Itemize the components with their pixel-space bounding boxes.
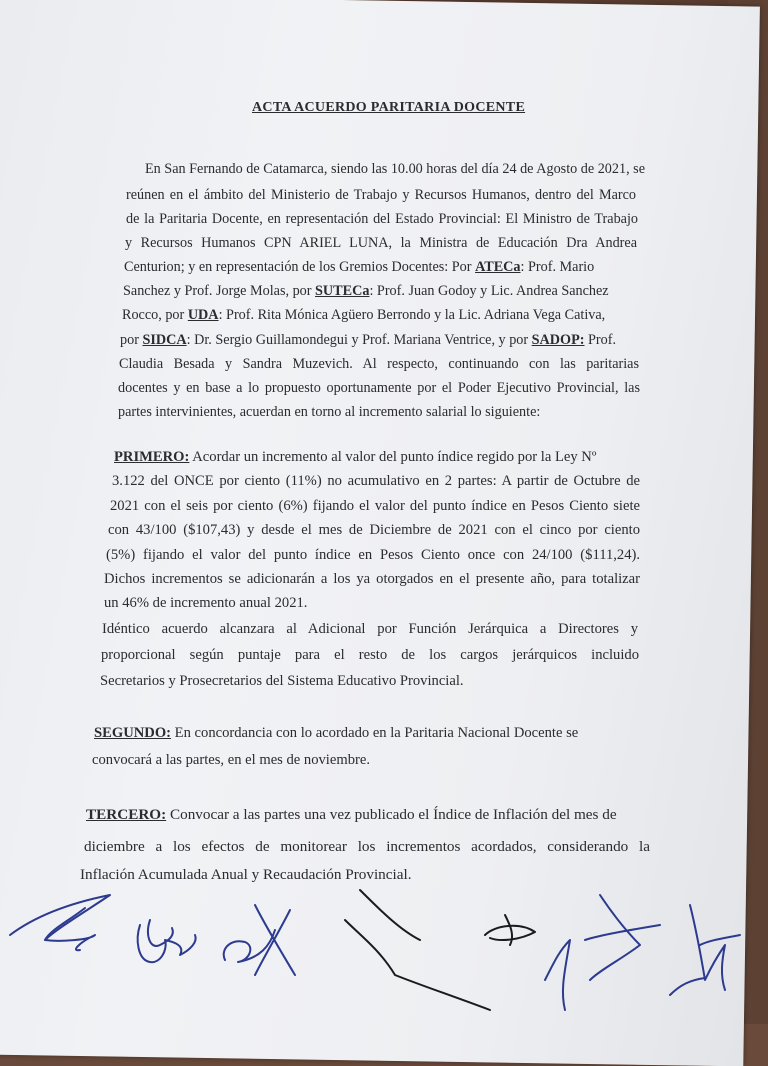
primero-line: Secretarios y Prosecretarios del Sistema Educativo Provincial. (100, 673, 464, 689)
document-title: ACTA ACUERDO PARITARIA DOCENTE (252, 100, 526, 115)
primero-line: Dichos incrementos se adicionarán a los ya otorgados en el presente año, para totalizar (104, 571, 640, 587)
signature-4 (345, 890, 490, 1010)
primero-line (114, 448, 596, 466)
clause-text: Acordar un incremento al valor del punto índice regido por la Ley Nº (189, 449, 597, 465)
intro-text: Sanchez y Prof. Jorge Molas, por (123, 283, 316, 299)
primero-line: 2021 con el seis por ciento (6%) fijando el valor del punto índice en Pesos Ciento siete (110, 498, 640, 514)
intro-line: partes intervinientes, acuerdan en torno al incremento salarial lo siguiente: (118, 404, 541, 420)
intro-text: Centurion; y en representación de los Gremios Docentes: Por (124, 259, 476, 275)
primero-line: proporcional según puntaje para el resto de los cargos jerárquicos incluido (101, 647, 639, 663)
clause-label-segundo: SEGUNDO: (94, 725, 172, 741)
intro-text: : Prof. Juan Godoy y Lic. Andrea Sanchez (369, 283, 609, 299)
signature-2 (138, 920, 196, 962)
signature-3 (224, 905, 295, 975)
segundo-line: convocará a las partes, en el mes de noviembre. (92, 752, 370, 768)
intro-line (123, 282, 609, 300)
primero-line: Idéntico acuerdo alcanzara al Adicional por Función Jerárquica a Directores y (102, 621, 638, 637)
intro-line: y Recursos Humanos CPN ARIEL LUNA, la Ministra de Educación Dra Andrea (125, 235, 637, 251)
signature-7 (670, 905, 740, 995)
intro-line (120, 331, 616, 349)
clause-label-primero: PRIMERO: (114, 449, 190, 465)
union-sadop: SADOP: (531, 332, 585, 348)
intro-text: : Dr. Sergio Guillamondegui y Prof. Mariana Ventrice, y por (186, 332, 532, 348)
intro-text: Prof. (584, 332, 617, 348)
clause-text: En concordancia con lo acordado en la Paritaria Nacional Docente se (171, 725, 579, 741)
intro-line (122, 306, 605, 324)
primero-line: (5%) fijando el valor del punto índice en Pesos Ciento once con 24/100 ($111,24). (106, 547, 640, 563)
primero-line: un 46% de incremento anual 2021. (104, 595, 308, 611)
intro-text: : Prof. Rita Mónica Agüero Berrondo y la Lic. Adriana Vega Cativa, (218, 307, 606, 323)
intro-line: docentes y en base a lo propuesto oportunamente por el Poder Ejecutivo Provincial, las (118, 380, 640, 396)
union-sidca: SIDCA (142, 332, 187, 348)
intro-line (124, 258, 594, 276)
signature-5 (485, 915, 570, 1010)
intro-text: Rocco, por (122, 307, 188, 323)
intro-text: : Prof. Mario (520, 259, 595, 275)
union-suteca: SUTECa (315, 283, 370, 299)
intro-text: por (120, 332, 143, 348)
signature-6 (585, 895, 660, 980)
intro-line: reúnen en el ámbito del Ministerio de Trabajo y Recursos Humanos, dentro del Marco (126, 187, 636, 203)
signature-1 (10, 895, 110, 950)
intro-line: Claudia Besada y Sandra Muzevich. Al respecto, continuando con las paritarias (119, 356, 639, 372)
tercero-line: Inflación Acumulada Anual y Recaudación Provincial. (80, 866, 412, 883)
intro-line: En San Fernando de Catamarca, siendo las 10.00 horas del día 24 de Agosto de 2021, se (145, 161, 645, 177)
union-ateca: ATECa (475, 259, 521, 275)
tercero-line: diciembre a los efectos de monitorear los incrementos acordados, considerando la (84, 838, 650, 855)
primero-line: con 43/100 ($107,43) y desde el mes de Diciembre de 2021 con el cinco por ciento (108, 522, 640, 538)
clause-text: Convocar a las partes una vez publicado el Índice de Inflación del mes de (166, 806, 617, 823)
tercero-line (86, 806, 617, 824)
primero-line: 3.122 del ONCE por ciento (11%) no acumulativo en 2 partes: A partir de Octubre de (112, 473, 640, 489)
intro-line: de la Paritaria Docente, en representación del Estado Provincial: El Ministro de Trabajo (126, 211, 638, 227)
clause-label-tercero: TERCERO: (86, 806, 167, 823)
signatures (0, 880, 768, 1024)
segundo-line (94, 724, 578, 742)
union-uda: UDA (187, 307, 219, 323)
